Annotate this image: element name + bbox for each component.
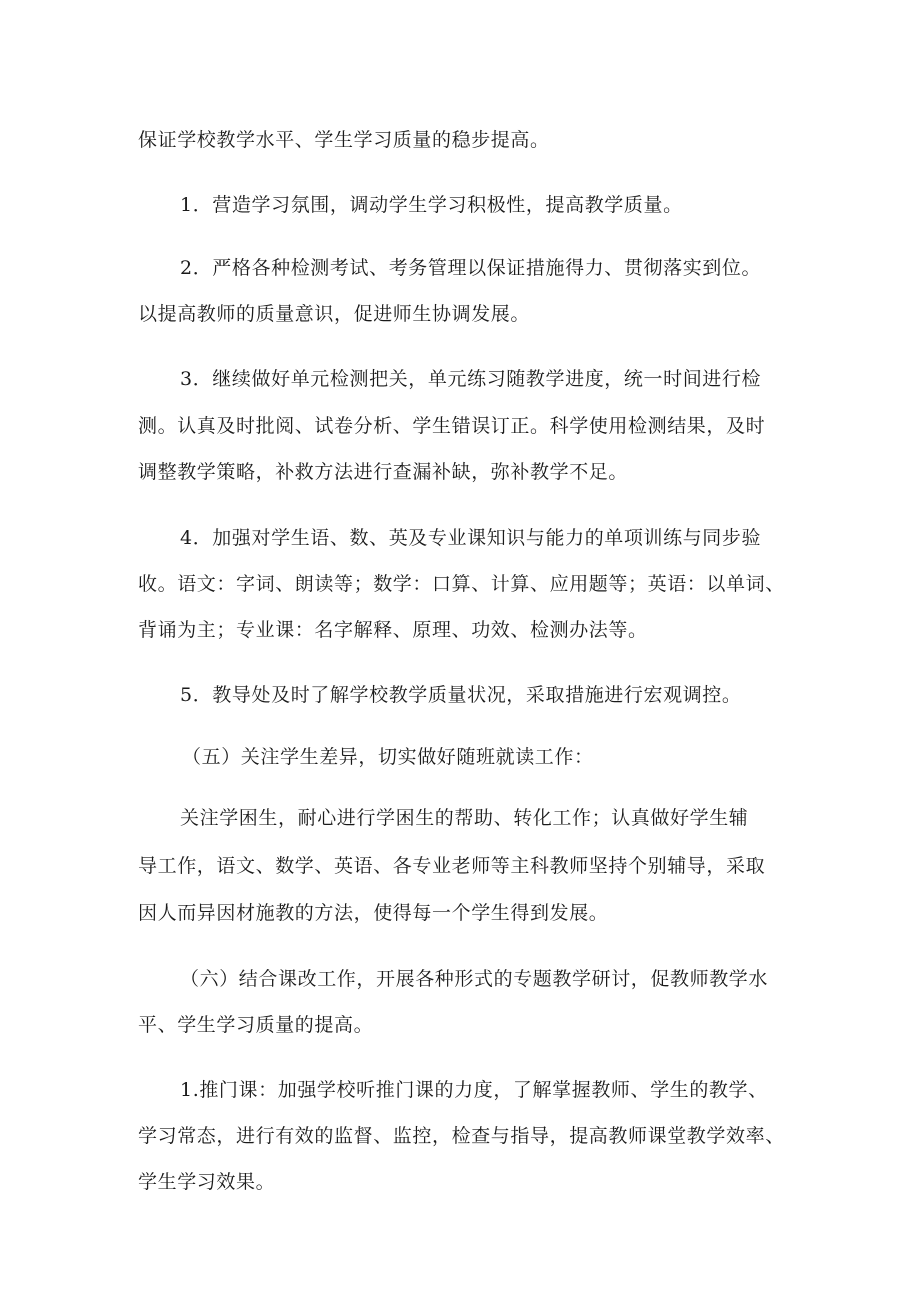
- item-3-line-3: 调整教学策略，补救方法进行查漏补缺，弥补教学不足。: [138, 461, 629, 483]
- item-3-line-2: 测。认真及时批阅、试卷分析、学生错误订正。科学使用检测结果，及时: [138, 415, 766, 437]
- item-3-line-1: 3．继续做好单元检测把关，单元练习随教学进度，统一时间进行检: [180, 368, 762, 390]
- sub-item-1-line-2: 学习常态，进行有效的监督、监控，检查与指导，提高教师课堂教学效率、: [138, 1125, 785, 1147]
- item-5-line-1: 5．教导处及时了解学校教学质量状况，采取措施进行宏观调控。: [180, 684, 742, 706]
- sub-item-1-line-3: 学生学习效果。: [138, 1171, 276, 1193]
- section-5-heading: （五）关注学生差异，切实做好随班就读工作：: [182, 746, 594, 768]
- section-6-heading-line-2: 平、学生学习质量的提高。: [138, 1014, 374, 1036]
- item-2-line-1: 2．严格各种检测考试、考务管理以保证措施得力、贯彻落实到位。: [180, 257, 762, 279]
- section-5-body-line-3: 因人而异因材施教的方法，使得每一个学生得到发展。: [138, 902, 609, 924]
- item-2-line-2: 以提高教师的质量意识，促进师生协调发展。: [138, 303, 531, 325]
- section-6-heading-line-1: （六）结合课改工作，开展各种形式的专题教学研讨，促教师教学水: [180, 968, 769, 990]
- item-4-line-2: 收。语文：字词、朗读等；数学：口算、计算、应用题等；英语：以单词、: [138, 573, 785, 595]
- item-4-line-1: 4．加强对学生语、数、英及专业课知识与能力的单项训练与同步验: [180, 527, 762, 549]
- intro-tail-line-1: 保证学校教学水平、学生学习质量的稳步提高。: [138, 129, 550, 151]
- section-5-body-line-1: 关注学困生，耐心进行学困生的帮助、转化工作；认真做好学生辅: [180, 807, 749, 829]
- item-4-line-3: 背诵为主；专业课：名字解释、原理、功效、检测办法等。: [138, 619, 648, 641]
- section-5-body-line-2: 导工作，语文、数学、英语、各专业老师等主科教师坚持个别辅导，采取: [138, 855, 766, 877]
- sub-item-1-line-1: 1.推门课：加强学校听推门课的力度，了解掌握教师、学生的教学、: [180, 1079, 768, 1101]
- item-1-line-1: 1．营造学习氛围，调动学生学习积极性，提高教学质量。: [180, 194, 683, 216]
